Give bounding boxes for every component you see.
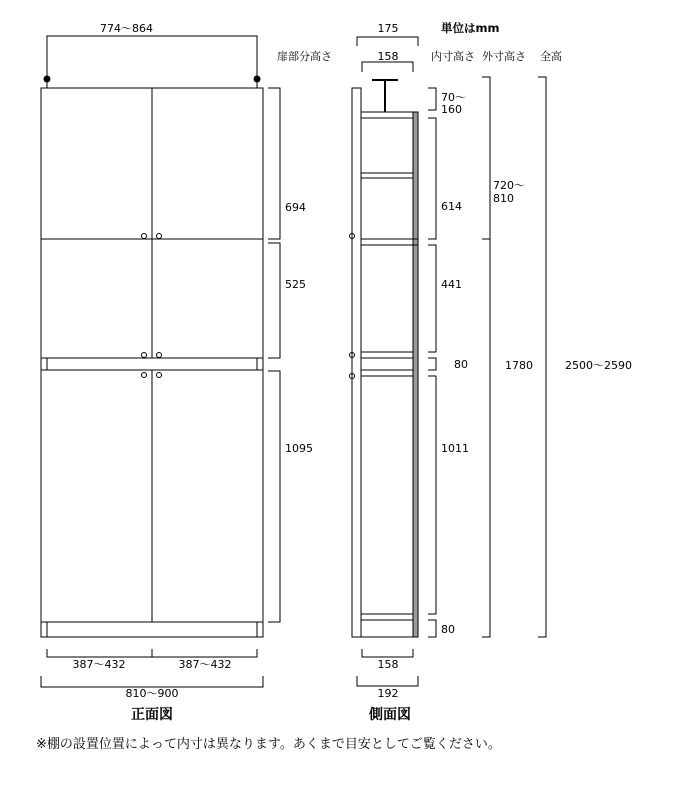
door-height-upper: 694 [285, 201, 306, 214]
door-height-middle: 525 [285, 278, 306, 291]
column-header-total-height: 全高 [540, 50, 562, 63]
front-right-door-width: 387～432 [178, 658, 232, 671]
inner-height-lower: 1011 [441, 442, 469, 455]
door-height-dimension-lines [268, 88, 280, 622]
inner-height-dimension-lines [428, 88, 436, 637]
side-bottom-overall-depth: 192 [377, 687, 399, 700]
outer-height-upper: 720～810 [493, 179, 525, 205]
column-header-outer-height: 外寸高さ [482, 50, 526, 63]
total-height-dimension-line [538, 77, 546, 637]
inner-height-top-gap: 70～160 [441, 91, 466, 116]
outer-height-lower: 1780 [505, 359, 533, 372]
unit-note: 単位はmm [441, 21, 500, 35]
front-overall-width: 810～900 [125, 687, 179, 700]
inner-height-upper: 614 [441, 200, 462, 213]
column-header-inner-height: 内寸高さ [431, 50, 475, 63]
side-bottom-inner-depth: 158 [377, 658, 399, 671]
inner-height-base: 80 [441, 623, 455, 636]
door-height-lower: 1095 [285, 442, 313, 455]
outer-height-dimension-lines [482, 77, 490, 637]
front-view-title: 正面図 [131, 707, 173, 723]
side-inner-depth-label: 158 [377, 50, 399, 63]
footnote: ※棚の設置位置によって内寸は異なります。あくまで目安としてご覧ください。 [36, 737, 501, 752]
side-top-depth-label: 175 [377, 22, 399, 35]
total-height-label: 2500～2590 [565, 359, 632, 372]
front-view-cabinet [41, 36, 263, 637]
inner-height-band: 80 [454, 358, 468, 371]
front-left-door-width: 387～432 [72, 658, 126, 671]
front-top-width-label: 774～864 [100, 22, 153, 35]
side-view-title: 側面図 [369, 707, 411, 723]
side-view-cabinet [350, 37, 419, 637]
inner-height-middle: 441 [441, 278, 462, 291]
column-header-door-height: 扉部分高さ [277, 50, 332, 63]
